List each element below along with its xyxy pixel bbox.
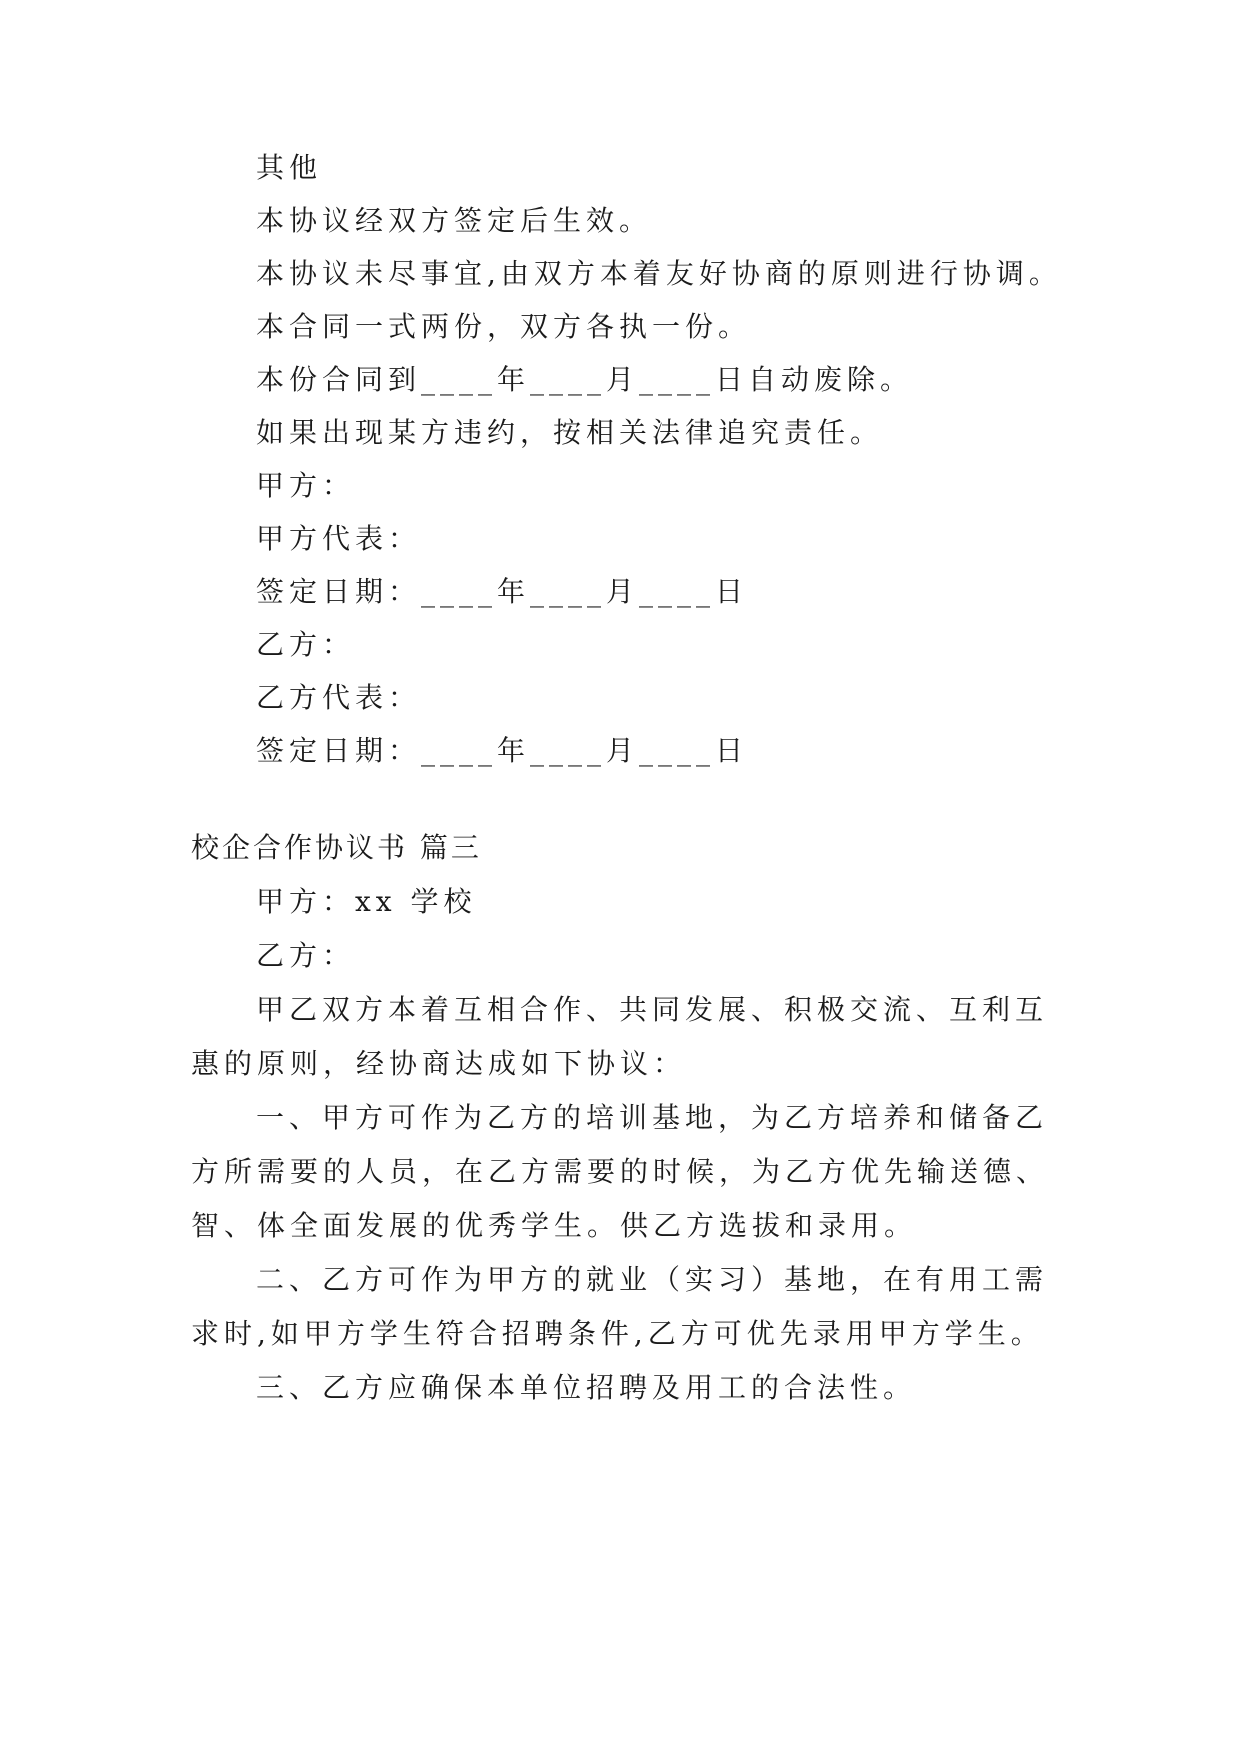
signature-party-b: 乙方： — [256, 628, 356, 661]
intro-paragraph-line-1: 甲乙双方本着互相合作、共同发展、积极交流、互利互 — [256, 993, 1049, 1026]
paragraph-expiry-date: 本份合同到____年____月____日自动废除。 — [256, 363, 914, 396]
clause-2-line-2: 求时,如甲方学生符合招聘条件,乙方可优先录用甲方学生。 — [191, 1317, 1044, 1350]
party-b-name: 乙方： — [256, 939, 356, 972]
paragraph-copies: 本合同一式两份，双方各执一份。 — [256, 310, 752, 343]
intro-paragraph-line-2: 惠的原则，经协商达成如下协议： — [191, 1047, 687, 1080]
paragraph-effective: 本协议经双方签定后生效。 — [256, 204, 653, 237]
paragraph-breach: 如果出现某方违约，按相关法律追究责任。 — [256, 416, 884, 449]
clause-1-line-1: 一、甲方可作为乙方的培训基地，为乙方培养和储备乙 — [256, 1101, 1049, 1134]
signature-party-a-date: 签定日期：____年____月____日 — [256, 575, 749, 608]
clause-1-line-2: 方所需要的人员，在乙方需要的时候，为乙方优先输送德、 — [191, 1155, 1050, 1188]
clause-2-line-1: 二、乙方可作为甲方的就业（实习）基地，在有用工需 — [256, 1263, 1049, 1296]
clause-1-line-3: 智、体全面发展的优秀学生。供乙方选拔和录用。 — [191, 1209, 918, 1242]
clause-3: 三、乙方应确保本单位招聘及用工的合法性。 — [256, 1371, 917, 1404]
section-heading-other: 其他 — [256, 151, 323, 184]
signature-party-b-date: 签定日期：____年____月____日 — [256, 734, 749, 767]
section-title: 校企合作协议书 篇三 — [191, 831, 482, 864]
signature-party-a: 甲方： — [256, 469, 356, 502]
paragraph-unresolved-matters: 本协议未尽事宜,由双方本着友好协商的原则进行协调。 — [256, 257, 1062, 290]
signature-party-a-representative: 甲方代表： — [256, 522, 422, 555]
signature-party-b-representative: 乙方代表： — [256, 681, 422, 714]
party-a-name: 甲方：xx 学校 — [256, 885, 477, 918]
